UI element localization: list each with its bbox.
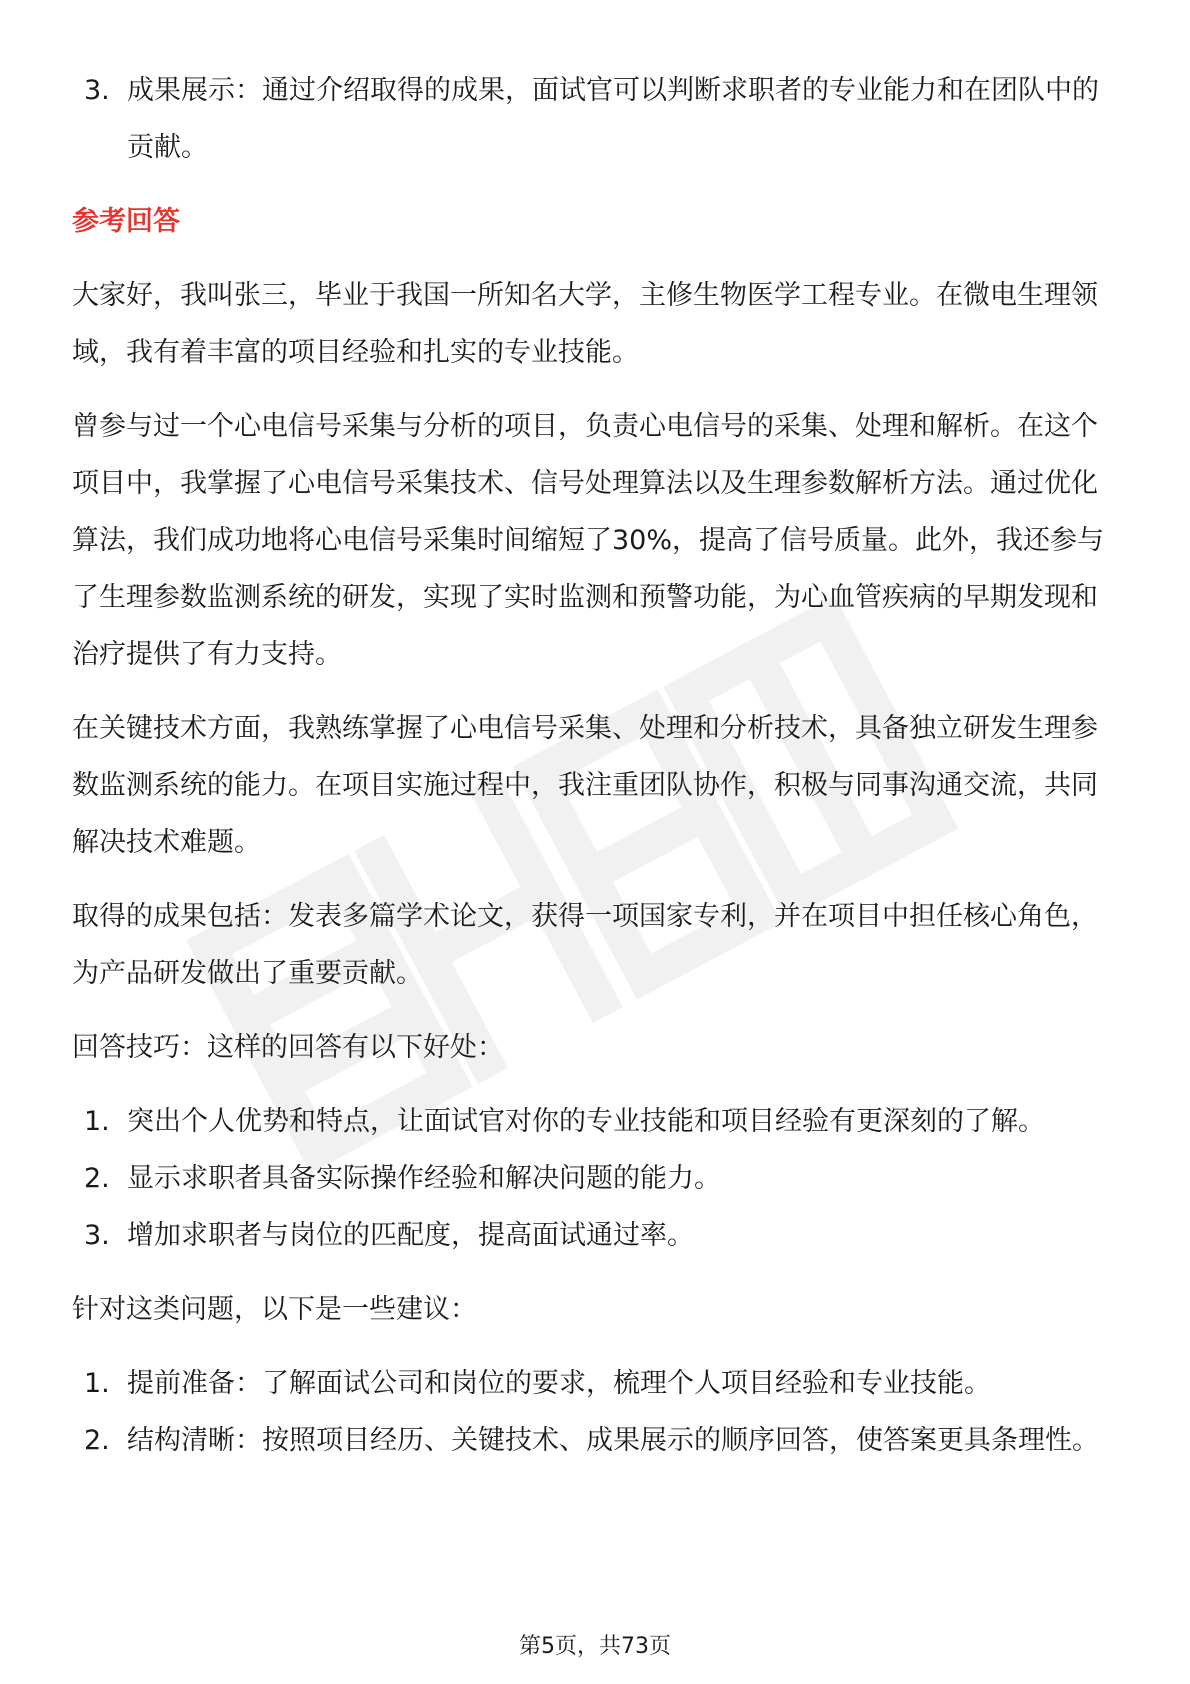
paragraph-tips: 回答技巧：这样的回答有以下好处：: [72, 1032, 504, 1063]
list-number: 3.: [84, 1220, 110, 1251]
top-list: [72, 62, 1118, 176]
paragraph-project: 曾参与过一个心电信号采集与分析的项目，负责心电信号的采集、处理和解析。在这个项目中，我掌握了心电信号采集技术、信号处理算法以及生理参数解析方法。通过优化算法，我们成功地将心电信号采集时间缩短了30%，提高了信号质量。此外，我还参与了生理参数监测系统的研发，实现了实时监测和预警功能，为心血管疾病的早期发现和治疗提供了有力支持。: [72, 411, 1105, 670]
list-item: [72, 1412, 1118, 1469]
list-text: 成果展示：通过介绍取得的成果，面试官可以判断求职者的专业能力和在团队中的贡献。: [127, 75, 1099, 163]
page-footer: 第5页，共73页: [519, 1634, 671, 1659]
list-item: [72, 1093, 1118, 1150]
section-title: 参考回答: [72, 206, 180, 237]
document-content: [72, 62, 1118, 1469]
paragraph-advice-intro: 针对这类问题，以下是一些建议：: [72, 1294, 477, 1325]
benefits-list: [72, 1093, 1118, 1264]
paragraph-results: 取得的成果包括：发表多篇学术论文，获得一项国家专利，并在项目中担任核心角色，为产品研发做出了重要贡献。: [72, 901, 1098, 989]
list-text: 突出个人优势和特点，让面试官对你的专业技能和项目经验有更深刻的了解。: [127, 1106, 1045, 1137]
list-item: [72, 1207, 1118, 1264]
list-text: 增加求职者与岗位的匹配度，提高面试通过率。: [127, 1220, 694, 1251]
list-number: 2.: [84, 1163, 110, 1194]
list-number: 3.: [84, 75, 110, 106]
list-item: [72, 1150, 1118, 1207]
list-text: 提前准备：了解面试公司和岗位的要求，梳理个人项目经验和专业技能。: [127, 1368, 991, 1399]
list-text: 显示求职者具备实际操作经验和解决问题的能力。: [127, 1163, 721, 1194]
list-item: [72, 62, 1118, 176]
list-item: [72, 1355, 1118, 1412]
advice-list: [72, 1355, 1118, 1469]
list-number: 1.: [84, 1368, 110, 1399]
paragraph-skills: 在关键技术方面，我熟练掌握了心电信号采集、处理和分析技术，具备独立研发生理参数监测系统的能力。在项目实施过程中，我注重团队协作，积极与同事沟通交流，共同解决技术难题。: [72, 713, 1098, 858]
paragraph-intro: 大家好，我叫张三，毕业于我国一所知名大学，主修生物医学工程专业。在微电生理领域，我有着丰富的项目经验和扎实的专业技能。: [72, 280, 1098, 368]
list-number: 1.: [84, 1106, 110, 1137]
list-number: 2.: [84, 1425, 110, 1456]
list-text: 结构清晰：按照项目经历、关键技术、成果展示的顺序回答，使答案更具条理性。: [127, 1425, 1099, 1456]
